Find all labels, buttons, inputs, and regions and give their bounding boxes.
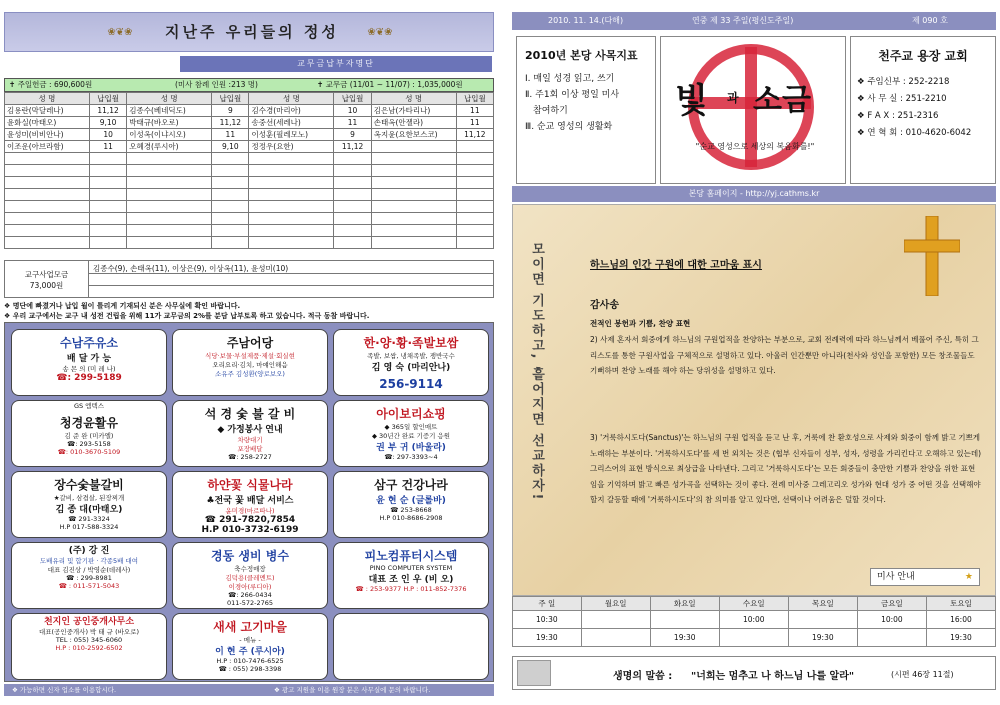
cell [456, 141, 493, 153]
ad-restaurant-junam[interactable]: 주남어당 식당·보물·부설제품·제설·회실현 오리요리·김치, 마얘인해음 소유주 김성환(양로보오) [172, 329, 328, 396]
col-month: 납입월 [89, 93, 126, 105]
cell: 11,12 [89, 105, 126, 117]
vertical-motto: 모이면 기도하고, 흩어지면 선교하자! [529, 242, 544, 502]
sunday-offering: ✝ 주일헌금 : 690,600원 [9, 80, 93, 89]
homepage-bar[interactable]: 본당 홈페이지 - http://yj.cathms.kr [512, 186, 996, 202]
word-label: 생명의 말씀 : [613, 671, 673, 682]
bulletin-date: 2010. 11. 14.(다해) [548, 16, 624, 25]
ad-galbi-seokyeong[interactable]: 석 경 숯 불 갈 비 ◆ 가정봉사 연내 차량대기 포장배달 ☎: 258-2727 [172, 400, 328, 467]
cell: 10 [334, 105, 371, 117]
cell: 이성옥(이냐시오) [127, 129, 212, 141]
note-diocese: ❖ 우리 교구에서는 교구 내 성전 건립을 위해 11가 교무금의 2%를 분담 납부토록 하고 있습니다. 적극 동참 바랍니다. [4, 312, 370, 320]
cell: 9 [212, 105, 249, 117]
cell: 이성훈(필레모노) [249, 129, 334, 141]
diocese-project-box [4, 260, 494, 298]
ad-meat-village[interactable]: 새새 고기마을 - 메뉴 - 이 현 주 (루시아) H.P : 010-7476-6525 ☎ : 055) 298-3398 [172, 613, 328, 680]
cell: 11 [89, 141, 126, 153]
portrait-icon [517, 660, 551, 686]
cell: 옥지윤(요한보스코) [371, 129, 456, 141]
cell: 11 [334, 117, 371, 129]
cell: 11 [212, 129, 249, 141]
right-page [512, 12, 996, 697]
cross-icon [904, 216, 960, 296]
cell: 오혜경(루시아) [127, 141, 212, 153]
ad-gas-station[interactable]: 수남주유소 배 달 가 능 송 몬 의 (미 레 나) ☎: 299-5189 [11, 329, 167, 396]
page-title: 지난주 우리들의 정성 [165, 23, 339, 41]
attendance: (미사 참례 인원 :213 명) [175, 80, 258, 89]
cell: 10 [89, 129, 126, 141]
bulletin-header [512, 12, 996, 30]
section-heading: 감사송 [590, 300, 619, 311]
word-text: "너희는 멈추고 나 하느님 나를 알라" [691, 671, 855, 682]
paragraph-sanctus: 3) '거룩하시도다(Sanctus)'는 하느님의 구원 업적을 듣고 난 후, 거룩에 찬 환호성으로 사제와 회중이 함께 밝고 기쁘게 노래하는 부분이다. '거룩하시도다'를 세 번 외치는 것은 (협부 신자들이 성부, 성자, 성령을 가리킨다고 오해하고 있는데) 그리스어의 표현 방식으로 최상급을 나타낸다. 그리고 '거룩하시도다'는 모든 회중들이 충만한 기쁨과 찬양을 위한 표현임을 기억하며 밝고 빠른 성가곡을 선택하는 것이 좋다. 전례 미사중 그레고리오 성가와 현대 성가 중 어떤 것을 선택해야 할지 갈등할 때에 '거룩하시도다'의 참 의미를 알고 있다면, 선택이나 어려움은 덜할 것이다. [590, 433, 982, 504]
tithe-total: ✝ 교무금 (11/01 ~ 11/07) : 1,035,000원 [317, 80, 463, 89]
table-header-row: 주 일 월요일 화요일 수요일 목요일 금요일 토요일 [513, 597, 996, 611]
col-month: 납입월 [334, 93, 371, 105]
cell: 이조운(아브라함) [5, 141, 90, 153]
ad-empty [333, 613, 489, 680]
cell: 김종수(베네딕도) [127, 105, 212, 117]
project-names: 김종수(9), 손태옥(11), 이상은(9), 이상옥(11), 윤성미(10) [93, 264, 289, 273]
cell: 송중선(세레나) [249, 117, 334, 129]
cell: 9 [334, 129, 371, 141]
note-missing-names: ❖ 명단에 빠졌거나 납입 월이 틀리게 기재되신 분은 사무실에 확인 바랍니다. [4, 302, 241, 310]
liturgical-week: 연중 제 33 주일(평신도주일) [692, 16, 794, 25]
col-name: 성 명 [249, 93, 334, 105]
ad-heating[interactable]: 경동 생비 병수 축수정매장 김덕용(클레멘트) 이경아(루디아) ☎: 266-0434 011-572-2765 [172, 542, 328, 609]
cell: 김수경(마리아) [249, 105, 334, 117]
table-row [5, 237, 494, 249]
ads-footer: ❖ 가능하면 신자 업소를 이용합시다. ❖ 광고 지원을 이용 원장 분은 사무실에 문의 바랍니다. [4, 684, 494, 696]
cell: 11,12 [212, 117, 249, 129]
ad-health-shop[interactable]: 삼구 건강나라 윤 현 순 (글롤바) ☎ 253-8668 H.P 010-8686-2908 [333, 471, 489, 538]
cell: 박태규(바오로) [127, 117, 212, 129]
col-name: 성 명 [5, 93, 90, 105]
pastoral-goals-box: 2010년 본당 사목지표 Ⅰ. 매일 성경 읽고, 쓰기 Ⅱ. 주1회 이상 평일 미사 참여하기 Ⅲ. 순교 영성의 생활화 [516, 36, 656, 184]
table-row [5, 201, 494, 213]
table-row [5, 177, 494, 189]
mass-schedule-label[interactable]: 미사 안내 ★ [870, 568, 980, 586]
table-row [5, 141, 494, 153]
cell: 11,12 [334, 141, 371, 153]
article-title: 하느님의 인간 구원에 대한 고마움 표시 [590, 260, 762, 271]
table-row [5, 213, 494, 225]
cell: 정정우(요한) [249, 141, 334, 153]
logo-salt: 소금 [753, 83, 811, 118]
project-label: 교구사업모금 73,000원 [5, 261, 89, 297]
logo-slogan: "순교 영성으로 세상의 복음화를!" [695, 142, 815, 151]
table-row: 10:30 10:00 10:00 16:00 [513, 611, 996, 629]
logo-and: 과 [727, 91, 739, 105]
ad-lubricant[interactable]: GS 엠텍스 청경윤활유 김 준 완 (미카엘) ☎: 293-5158 ☎: 010-3670-5109 [11, 400, 167, 467]
offering-title-banner [4, 12, 494, 52]
star-icon: ★ [964, 572, 973, 582]
ad-jangsu-galbi[interactable]: 장수숯불갈비 ★갈비, 삼겹살, 된장찌개 김 종 대(마태오) ☎ 291-3324 H.P 017-588-3324 [11, 471, 167, 538]
tithe-subtitle: 교무금납부자명단 [180, 56, 492, 72]
issue-number: 제 090 호 [912, 16, 948, 25]
table-row [5, 189, 494, 201]
table-header-row [5, 93, 494, 105]
cell: 김은남(가타리나) [371, 105, 456, 117]
ad-flower-shop[interactable]: 하얀꽃 식물나라 ♣전국 꽃 배달 서비스 윤미경(마르따나) ☎ 291-7820,7854 H.P 010-3732-6199 [172, 471, 328, 538]
paragraph-preface: 2) 사제 혼자서 회중에게 하느님의 구원업적을 찬양하는 부분으로, 교회 전례력에 따라 하느님께서 베풀어 주신, 특히 그리스도를 통한 구원사업을 구체적으로 설명하고 있다. 아울러 인간뿐만 아니라(천사와 성인을 포함한) 모든 창조물들도 기뻐하며 찬양 노래를 해야 하는 당위성을 설명하고 있다. [590, 335, 979, 375]
cell: 11 [456, 105, 493, 117]
left-page [4, 12, 494, 692]
ad-jokbal[interactable]: 한·양·황·족발보쌈 족발, 보쌈, 냉채족발, 쟁반국수 김 영 숙 (마리안나) 256-9114 [333, 329, 489, 396]
cell: 손태옥(안젤라) [371, 117, 456, 129]
table-row [5, 117, 494, 129]
col-month: 납입월 [212, 93, 249, 105]
table-row [5, 165, 494, 177]
cell: 윤화실(마태오) [5, 117, 90, 129]
church-info-box: 천주교 용장 교회 ❖ 주임신부 : 252-2218 ❖ 사 무 실 : 251-2210 ❖ F A X : 251-2316 ❖ 연 혁 회 : 010-4620-6042 [850, 36, 996, 184]
cell: 9,10 [89, 117, 126, 129]
church-name: 천주교 용장 교회 [878, 49, 968, 63]
table-row: 19:30 19:30 19:30 19:30 [513, 629, 996, 647]
table-row [5, 153, 494, 165]
tithe-table [4, 92, 494, 249]
ad-pino-computer[interactable]: 피노컴퓨터시스템 PINO COMPUTER SYSTEM 대표 조 인 우 (비 오) ☎ : 253-9377 H.P : 011-852-7376 [333, 542, 489, 609]
ad-kangjin[interactable]: (주) 강 진 도배유리 및 합기판 · 각종5배 대여 대표 김진상 / 박영순(데레사) ☎ : 299-8981 ☎ : 011-571-5043 [11, 542, 167, 609]
project-amount: 73,000원 [29, 281, 64, 290]
cell: 윤성미(비비안나) [5, 129, 90, 141]
subsection-heading: 전적인 봉헌과 기쁨, 찬양 표현 [590, 319, 691, 328]
ornament-left-icon: ❀❦❀ [107, 27, 133, 38]
col-name: 성 명 [371, 93, 456, 105]
logo-light: 빛 [675, 81, 708, 121]
ornament-right-icon: ❀❦❀ [367, 27, 393, 38]
ads-section [4, 322, 494, 682]
ad-realty[interactable]: 천지인 공인중개사무소 대표(공인중개사) 박 태 규 (바오로) TEL : 055) 345-6060 H.P : 010-2592-6502 [11, 613, 167, 680]
cell: 11 [456, 117, 493, 129]
cell: 11,12 [456, 129, 493, 141]
cell: 9,10 [212, 141, 249, 153]
col-name: 성 명 [127, 93, 212, 105]
logo-box [660, 36, 846, 184]
table-row [5, 105, 494, 117]
offering-summary [4, 78, 494, 92]
table-row [5, 129, 494, 141]
cell: 김용란(막달레나) [5, 105, 90, 117]
ad-ivory-shopping[interactable]: 아이보리쇼핑 ◆ 365일 할인매트 ◆ 30년간 완료 기증기 응원 권 부 귀 (바울라) ☎: 297-3393~4 [333, 400, 489, 467]
mass-schedule-table [512, 596, 996, 647]
word-reference: (시편 46장 11절) [891, 670, 954, 679]
table-row [5, 225, 494, 237]
word-of-life-box [512, 656, 996, 690]
col-month: 납입월 [456, 93, 493, 105]
cell [371, 141, 456, 153]
